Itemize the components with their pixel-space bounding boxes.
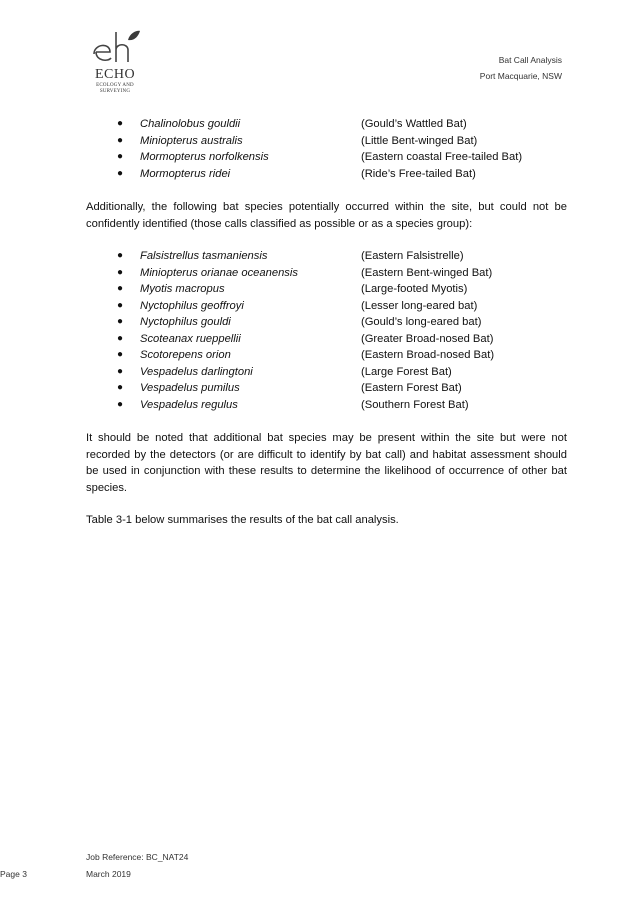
list-item [0, 149, 636, 166]
common-name: (Greater Broad-nosed Bat) [361, 332, 494, 345]
scientific-name: Vespadelus darlingtoni [140, 365, 253, 378]
common-name: (Lesser long-eared bat) [361, 299, 478, 312]
list-item [0, 380, 636, 397]
header-location: Port Macquarie, NSW [479, 71, 562, 81]
list-item [0, 265, 636, 282]
bullet-icon: ● [117, 365, 124, 377]
scientific-name: Myotis macropus [140, 283, 225, 295]
scientific-name: Scotorepens orion [140, 349, 231, 361]
common-name: (Gould’s Wattled Bat) [361, 118, 467, 130]
echo-logo-mark-icon [90, 28, 142, 68]
bullet-icon: ● [117, 349, 124, 360]
bullet-icon: ● [117, 134, 124, 146]
scientific-name: Mormopterus ridei [140, 167, 231, 180]
bullet-icon: ● [117, 316, 124, 327]
bullet-icon: ● [117, 118, 124, 129]
possible-species-list [0, 248, 636, 413]
list-item [0, 347, 636, 364]
bullet-icon: ● [117, 332, 124, 344]
bullet-icon: ● [117, 382, 124, 393]
common-name: (Southern Forest Bat) [361, 398, 469, 411]
list-item [0, 298, 636, 315]
logo-name: ECHO [94, 67, 136, 82]
scientific-name: Miniopterus orianae oceanensis [140, 266, 298, 279]
common-name: (Eastern Bent-winged Bat) [361, 266, 493, 279]
echo-logo [88, 28, 146, 100]
common-name: (Little Bent-winged Bat) [361, 134, 478, 147]
logo-subtitle: ECOLOGY AND SURVEYING [96, 83, 134, 94]
footer-date: March 2019 [86, 869, 131, 879]
list-item [0, 166, 636, 183]
common-name: (Eastern Forest Bat) [361, 382, 462, 394]
list-item [0, 248, 636, 265]
list-item [0, 397, 636, 414]
common-name: (Ride’s Free-tailed Bat) [361, 167, 476, 180]
bullet-icon: ● [117, 167, 124, 179]
bullet-icon: ● [117, 266, 124, 278]
list-item [0, 314, 636, 331]
footer-page-number: Page 3 [0, 869, 27, 879]
bullet-icon: ● [117, 250, 124, 261]
common-name: (Large Forest Bat) [361, 365, 452, 378]
confirmed-species-list [0, 116, 636, 182]
scientific-name: Vespadelus regulus [140, 398, 238, 411]
bullet-icon: ● [117, 398, 124, 410]
scientific-name: Nyctophilus geoffroyi [140, 299, 244, 312]
list-item [0, 133, 636, 150]
scientific-name: Falsistrellus tasmaniensis [140, 250, 268, 262]
scientific-name: Nyctophilus gouldi [140, 316, 231, 328]
common-name: (Eastern coastal Free-tailed Bat) [361, 151, 523, 163]
scientific-name: Scoteanax rueppellii [140, 332, 241, 345]
list-item [0, 281, 636, 298]
header-title: Bat Call Analysis [498, 55, 562, 65]
common-name: (Eastern Falsistrelle) [361, 250, 464, 262]
bullet-icon: ● [117, 299, 124, 311]
common-name: (Eastern Broad-nosed Bat) [361, 349, 495, 361]
list-item [0, 116, 636, 133]
paragraph-additional-species-note: It should be noted that additional bat species may be present within the site but were not recorded by the detectors (or are difficult to identify by bat call) and habitat assessment should be used in conjunction with these results to determine the likelihood of occurrence of other bat species. [86, 432, 567, 494]
bullet-icon: ● [117, 151, 124, 162]
scientific-name: Chalinolobus gouldii [140, 118, 241, 130]
paragraph-table-reference: Table 3-1 below summarises the results of the bat call analysis. [86, 514, 399, 526]
scientific-name: Vespadelus pumilus [140, 382, 240, 394]
common-name: (Large-footed Myotis) [361, 283, 468, 295]
footer-job-reference: Job Reference: BC_NAT24 [86, 852, 189, 862]
bullet-icon: ● [117, 283, 124, 294]
list-item [0, 331, 636, 348]
common-name: (Gould’s long-eared bat) [361, 316, 482, 328]
scientific-name: Mormopterus norfolkensis [140, 151, 269, 163]
list-item [0, 364, 636, 381]
paragraph-possible-species: Additionally, the following bat species potentially occurred within the site, but could not be confidently identified (those calls classified as possible or as a species group): [86, 201, 567, 230]
scientific-name: Miniopterus australis [140, 134, 243, 147]
